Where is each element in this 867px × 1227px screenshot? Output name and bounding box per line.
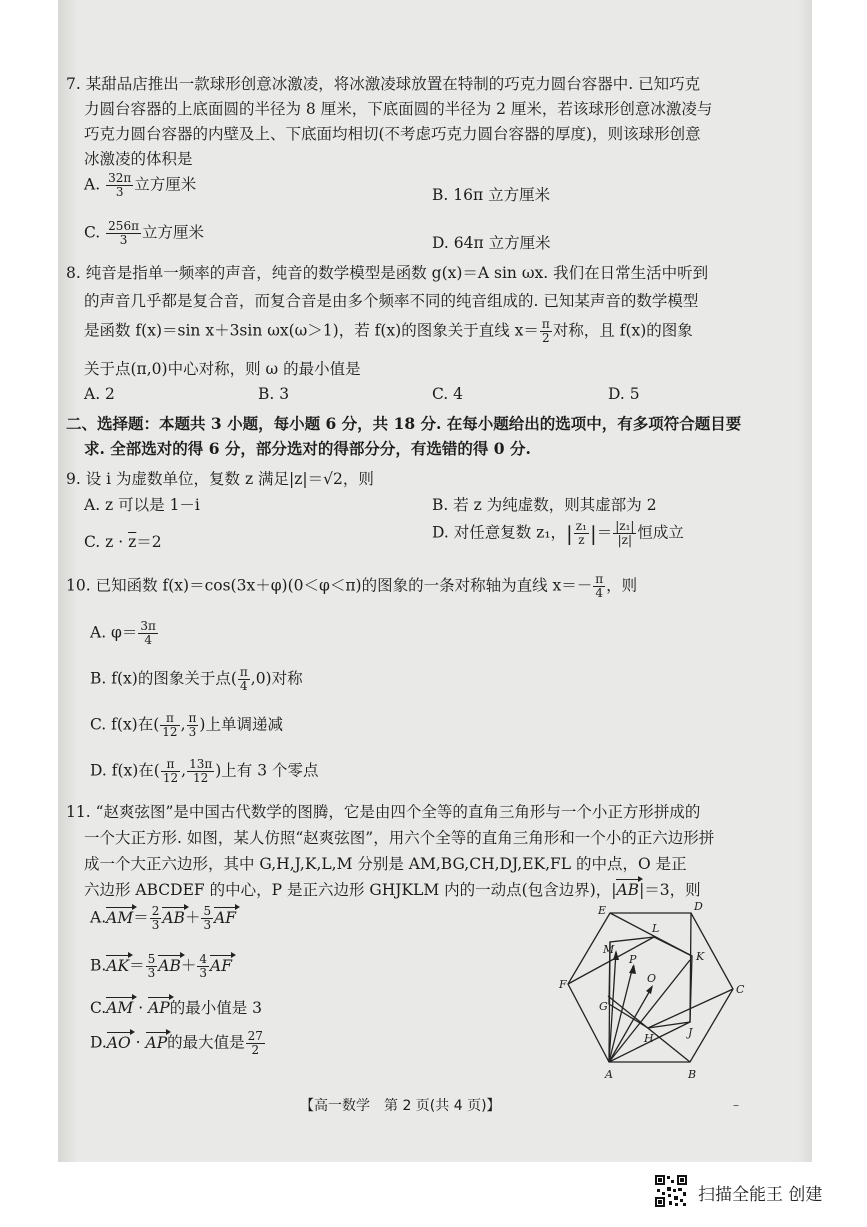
q8-line-3: 是函数 f(x)＝sin x＋3sin ωx(ω＞1)，若 f(x)的图象关于直线 x＝ $\frac{\pi}{2}$ 对称，且 f(x)的图象 <box>84 317 693 345</box>
page-footer: 【高一数学 第 2 页(共 4 页)】 <box>300 1098 501 1114</box>
label-H: H <box>644 1032 654 1045</box>
q11-line-3: 成一个大正六边形，其中 G,H,J,K,L,M 分别是 AM,BG,CH,DJ,EK,FL 的中点，O 是正 <box>84 855 687 873</box>
label-D: D <box>694 900 703 913</box>
q10-option-d: D. f(x)在( $\frac{\pi}{12}$ , $\frac{13\pi}{12}$ )上有 3 个零点 <box>90 757 319 785</box>
q9-line-1: 9. 设 i 为虚数单位，复数 z 满足|z|＝√2，则 <box>66 470 374 488</box>
q8-line-4: 关于点(π,0)中心对称，则 ω 的最小值是 <box>84 360 361 378</box>
label-C: C <box>736 983 745 996</box>
q7-line-2: 力圆台容器的上底面圆的半径为 8 厘米，下底面圆的半径为 2 厘米，若该球形创意冰激凌与 <box>84 100 713 118</box>
label-B: B <box>688 1068 697 1081</box>
q11-option-c: C.AM · AP的最小值是 3 <box>90 996 262 1018</box>
q10-option-a: A. φ＝ $\frac{3\pi}{4}$ <box>90 619 156 647</box>
label-P: P <box>629 953 637 966</box>
segment-BG <box>608 996 690 1062</box>
q11-line-4: 六边形 ABCDEF 的中心，P 是正六边形 GHJKLM 内的一动点(包含边界)，|AB|＝3，则 <box>84 878 701 900</box>
label-J: J <box>688 1026 693 1039</box>
fraction: $\frac{256\pi}{3}$ <box>108 219 139 247</box>
label-F: F <box>559 978 567 991</box>
q11-line-1: 11. “赵爽弦图”是中国古代数学的图腾，它是由四个全等的直角三角形与一个小正方形拼成的 <box>66 803 701 821</box>
q11-line-2: 一个大正方形. 如图，某人仿照“赵爽弦图”，用六个全等的直角三角形和一个小的正六边形拼 <box>84 829 715 847</box>
q8-option-a: A. 2 <box>84 385 115 403</box>
q7-line-1: 7. 某甜品店推出一款球形创意冰激凌，将冰激凌球放置在特制的巧克力圆台容器中. 已知巧克 <box>66 75 701 93</box>
q8-line-2: 的声音几乎都是复合音，而复合音是由多个频率不同的纯音组成的. 已知某声音的数学模型 <box>84 292 699 310</box>
q9-option-c: C. $z \cdot \overline{z}=2$ <box>84 533 162 551</box>
section-2-line-1: 二、选择题：本题共 3 小题，每小题 6 分，共 18 分. 在每小题给出的选项中，有多项符合题目要 <box>66 414 742 433</box>
hexagon-figure <box>550 900 790 1090</box>
label-K: K <box>696 950 705 963</box>
q7-option-d: D. 64π 立方厘米 <box>432 234 551 252</box>
q9-option-a: A. z 可以是 1－i <box>84 496 200 514</box>
label-E: E <box>598 904 607 917</box>
section-2-line-2: 求. 全部选对的得 6 分，部分选对的得部分分，有选错的得 0 分. <box>84 439 531 458</box>
label-O: O <box>647 972 657 985</box>
label-A: A <box>605 1068 613 1081</box>
q9-option-b: B. 若 z 为纯虚数，则其虚部为 2 <box>432 496 657 514</box>
q11-option-a: A.AM＝ $\frac{2}{3}$ AB＋ $\frac{5}{3}$ AF <box>90 904 237 932</box>
footer-dash: – <box>733 1098 739 1112</box>
q7-option-c: C. $\frac{256\pi}{3}$ 立方厘米 <box>84 219 204 247</box>
q8-option-b: B. 3 <box>258 385 290 403</box>
q11-option-b: B.AK＝ $\frac{5}{3}$ AB＋ $\frac{4}{3}$ AF <box>90 952 232 980</box>
fraction: $\frac{32\pi}{3}$ <box>108 171 132 199</box>
label-L: L <box>652 922 660 935</box>
q7-option-b: B. 16π 立方厘米 <box>432 186 551 204</box>
label-G: G <box>599 1000 608 1013</box>
arrowhead-o <box>646 985 653 994</box>
q10-line-1: 10. 已知函数 f(x)＝cos(3x＋φ)(0＜φ＜π)的图象的一条对称轴为直线 x＝－ $\frac{\pi}{4}$ ，则 <box>66 572 638 600</box>
q7-option-a: A. $\frac{32\pi}{3}$ 立方厘米 <box>84 171 197 199</box>
label-M: M <box>603 943 615 956</box>
q11-option-d: D.AO · AP的最大值是 $\frac{27}{2}$ <box>90 1029 263 1057</box>
fraction: $\frac{\pi}{2}$ <box>541 317 550 345</box>
q8-line-1: 8. 纯音是指单一频率的声音，纯音的数学模型是函数 g(x)＝A sin ωx. 我们在日常生活中听到 <box>66 264 709 282</box>
paper-shadow-right <box>798 0 812 1162</box>
q8-option-d: D. 5 <box>608 385 640 403</box>
scanner-watermark: 扫描全能王 创建 <box>698 1185 823 1205</box>
q7-line-3: 巧克力圆台容器的内壁及上、下底面均相切(不考虑巧克力圆台容器的厚度)，则该球形创意 <box>84 125 701 143</box>
q8-option-c: C. 4 <box>432 385 464 403</box>
qr-code-icon <box>654 1174 688 1208</box>
q9-option-d: D. 对任意复数 z₁，| $\frac{\text{z₁}}{z}$ |＝ $\frac{\text{|z₁|}}{|z|}$ 恒成立 <box>432 519 684 547</box>
q10-option-c: C. f(x)在( $\frac{\pi}{12}$ , $\frac{\pi}{3}$ )上单调递减 <box>90 711 283 739</box>
q7-line-4: 冰激凌的体积是 <box>84 150 193 168</box>
q10-option-b: B. f(x)的图象关于点( $\frac{\pi}{4}$ ,0)对称 <box>90 665 303 693</box>
